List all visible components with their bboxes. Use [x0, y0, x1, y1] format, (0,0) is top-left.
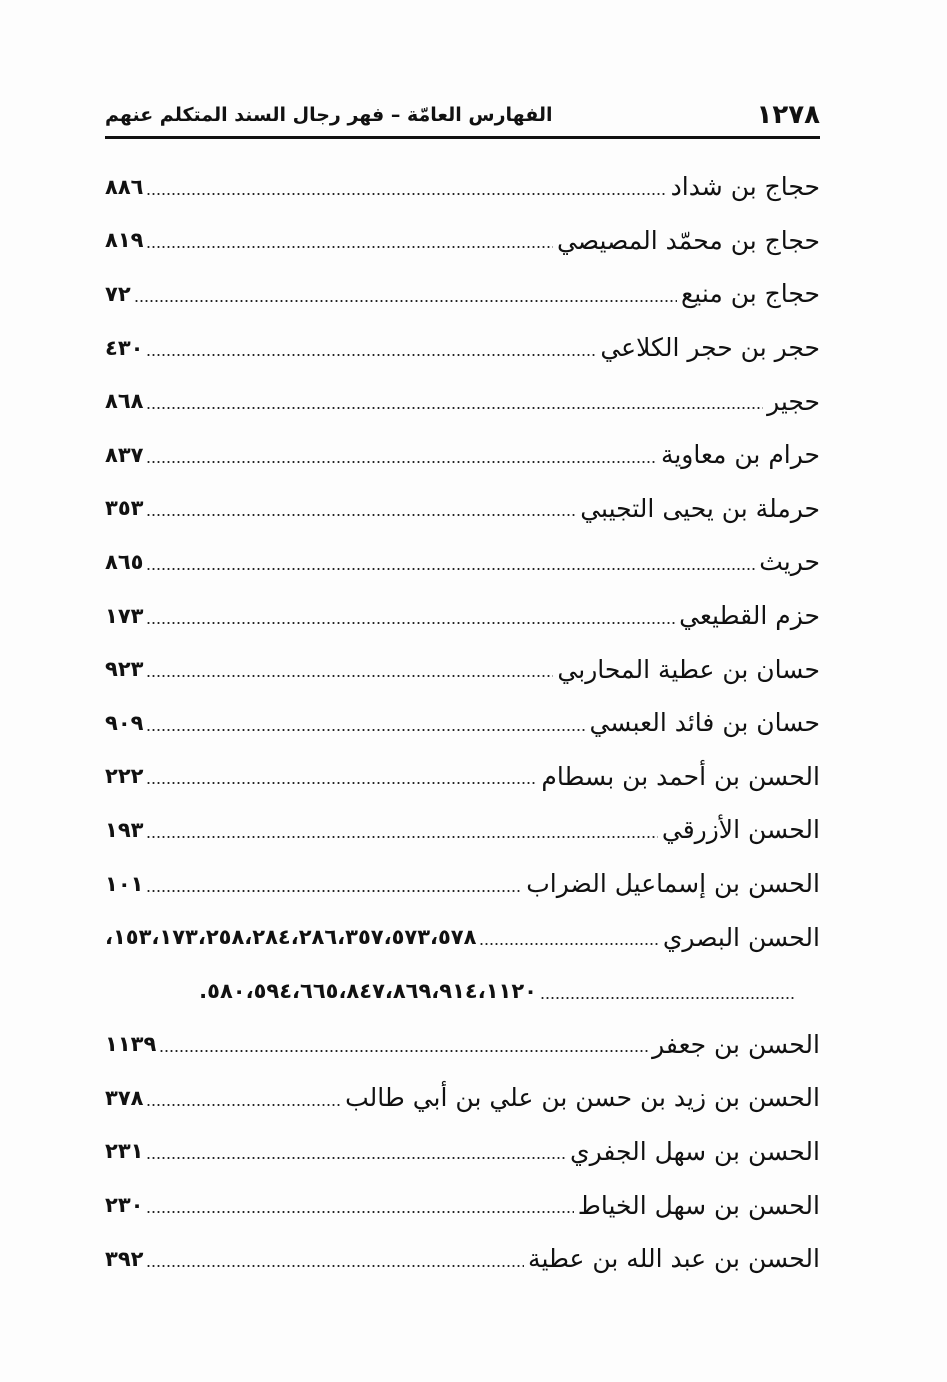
dot-leader — [146, 1264, 524, 1268]
dot-leader — [146, 406, 763, 410]
entry-name: الحسن بن عبد الله بن عطية — [528, 1244, 820, 1274]
entry-pages: ٣٩٢ — [105, 1246, 144, 1271]
entry-name: حرام بن معاوية — [660, 440, 820, 470]
index-entry — [105, 1178, 820, 1232]
entry-pages: ٢٣٠ — [105, 1193, 144, 1218]
dot-leader — [146, 460, 656, 464]
entry-pages: ٩٢٣ — [105, 657, 144, 682]
index-entry — [105, 214, 820, 268]
index-entry — [105, 910, 820, 964]
entry-name: الحسن بن زيد بن حسن بن علي بن أبي طالب — [345, 1083, 820, 1113]
dot-leader — [146, 728, 585, 732]
entry-pages: ١٥٣،١٧٣،٢٥٨،٢٨٤،٢٨٦،٣٥٧،٥٧٣،٥٧٨، — [105, 925, 477, 950]
entry-pages: ٥٨٠،٥٩٤،٦٦٥،٨٤٧،٨٦٩،٩١٤،١١٢٠. — [199, 978, 537, 1003]
entry-name: الحسن بن جعفر — [652, 1029, 820, 1059]
index-entry — [105, 482, 820, 536]
entry-name: الحسن بن إسماعيل الضراب — [526, 869, 820, 899]
entry-name: حجاج بن محمّد المصيصي — [556, 225, 820, 255]
dot-leader — [146, 1103, 341, 1107]
entry-name: حريث — [759, 547, 820, 577]
entry-pages: ٨٦٨ — [105, 389, 144, 414]
dot-leader — [479, 942, 658, 946]
entry-pages: ١٩٣ — [105, 817, 144, 842]
index-entry — [105, 428, 820, 482]
running-title: الفهارس العامّة – فهر رجال السند المتكلم عنهم — [105, 104, 553, 126]
entry-pages: ٢٢٢ — [105, 764, 144, 789]
index-entry — [105, 160, 820, 214]
entry-pages: ٩٠٩ — [105, 710, 144, 735]
dot-leader — [146, 353, 596, 357]
entry-pages: ٨٦٥ — [105, 549, 144, 574]
index-entry — [105, 1018, 820, 1072]
dot-leader — [146, 1156, 566, 1160]
entry-pages: ١٧٣ — [105, 603, 144, 628]
entry-pages: ١١٣٩ — [105, 1032, 157, 1057]
entry-name: حجاج بن منيع — [680, 279, 820, 309]
index-entry — [105, 589, 820, 643]
entry-name: حجاج بن شداد — [670, 172, 820, 202]
dot-leader — [146, 889, 522, 893]
dot-leader — [146, 674, 553, 678]
entry-name: حسان بن فائد العبسي — [589, 708, 820, 738]
dot-leader — [146, 245, 553, 249]
entry-pages: ٨١٩ — [105, 228, 144, 253]
index-entry — [105, 374, 820, 428]
index-entry — [105, 321, 820, 375]
index-entry — [105, 535, 820, 589]
dot-leader — [146, 621, 675, 625]
index-entry — [105, 1125, 820, 1179]
dot-leader — [159, 1049, 648, 1053]
entry-name: الحسن الأزرقي — [661, 815, 820, 845]
entry-pages: ٣٧٨ — [105, 1085, 144, 1110]
index-entry — [105, 1232, 820, 1286]
entry-name: الحسن البصري — [662, 922, 820, 952]
dot-leader — [540, 996, 795, 1000]
index-entry — [105, 857, 820, 911]
entry-name: حزم القطيعي — [679, 601, 820, 631]
entry-pages: ٤٣٠ — [105, 335, 144, 360]
dot-leader — [146, 192, 666, 196]
header-rule — [105, 136, 820, 139]
index-entries — [105, 160, 820, 1285]
index-entry — [105, 803, 820, 857]
dot-leader — [146, 781, 537, 785]
entry-name: حرملة بن يحيى التجيبي — [580, 493, 820, 523]
index-entry — [105, 1071, 820, 1125]
entry-pages: ٨٨٦ — [105, 174, 144, 199]
entry-name: حسان بن عطية المحاربي — [557, 654, 820, 684]
entry-name: الحسن بن سهل الجفري — [570, 1136, 820, 1166]
page-header — [105, 98, 820, 138]
index-entry — [105, 642, 820, 696]
page-number: ١٢٧٨ — [756, 100, 820, 130]
dot-leader — [146, 835, 657, 839]
dot-leader — [146, 513, 576, 517]
index-entry — [105, 267, 820, 321]
entry-pages: ٨٣٧ — [105, 442, 144, 467]
entry-name: حجير — [767, 386, 820, 416]
index-entry-continuation — [105, 964, 820, 1018]
dot-leader — [134, 299, 677, 303]
dot-leader — [146, 1210, 573, 1214]
entry-pages: ٧٢ — [105, 281, 131, 306]
entry-name: حجر بن حجر الكلاعي — [600, 333, 820, 363]
entry-name: الحسن بن سهل الخياط — [577, 1190, 820, 1220]
dot-leader — [146, 567, 755, 571]
entry-name: الحسن بن أحمد بن بسطام — [541, 761, 820, 791]
entry-pages: ٣٥٣ — [105, 496, 144, 521]
index-entry — [105, 696, 820, 750]
index-entry — [105, 750, 820, 804]
entry-pages: ١٠١ — [105, 871, 144, 896]
entry-pages: ٢٣١ — [105, 1139, 144, 1164]
